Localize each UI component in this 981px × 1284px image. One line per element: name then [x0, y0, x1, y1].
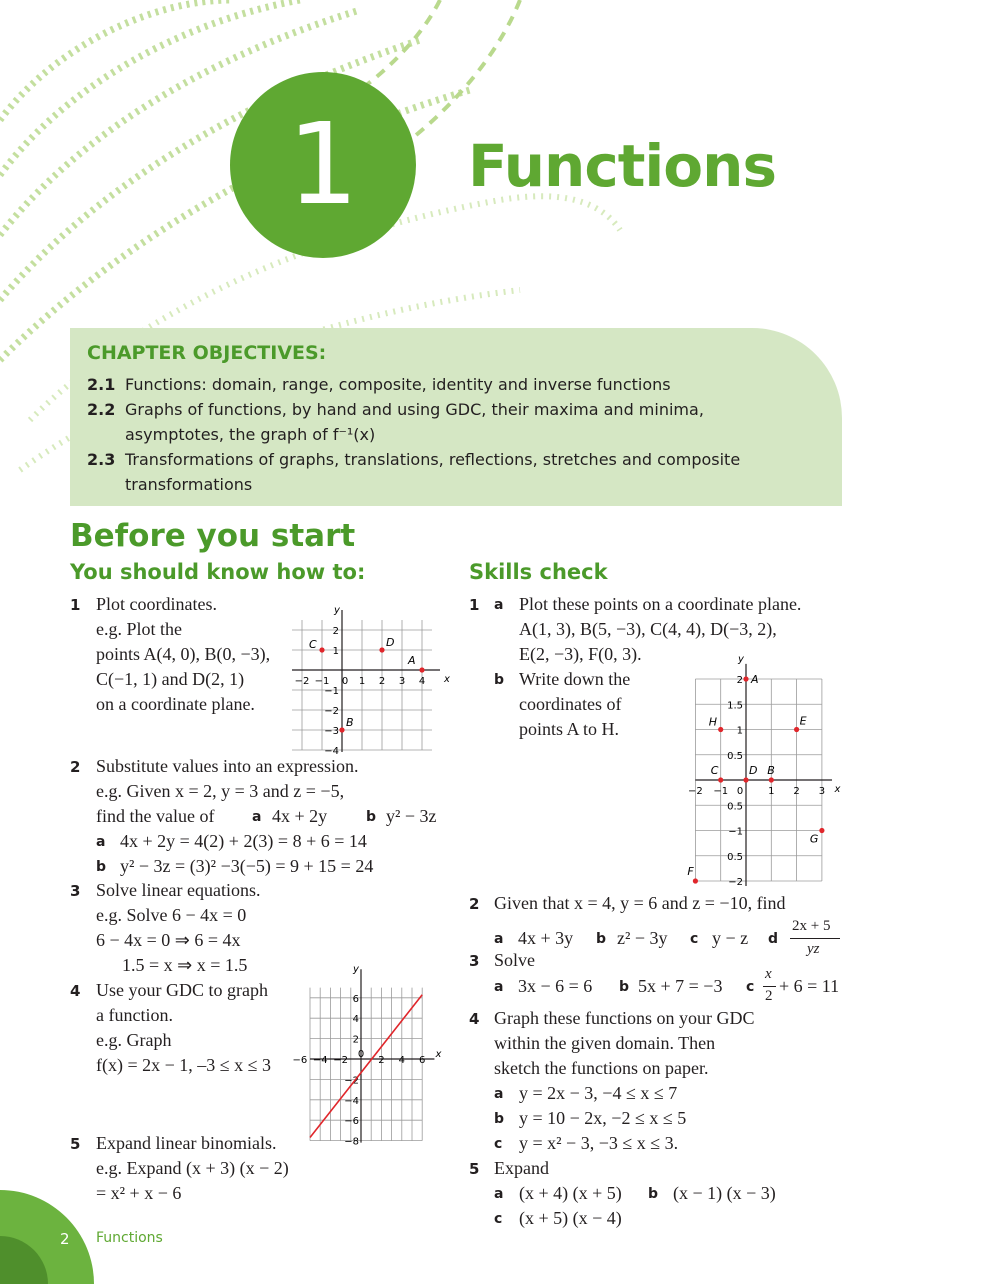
- objective-number: 2.2: [87, 400, 116, 419]
- point-label: C: [710, 764, 719, 777]
- function-line: [310, 995, 422, 1138]
- part-label: a: [494, 979, 504, 995]
- x-tick-label: 2: [378, 1055, 385, 1066]
- x-tick-label: 2: [378, 676, 386, 687]
- point-label: H: [708, 715, 717, 729]
- part-expression: z² − 3y: [617, 928, 668, 948]
- x-tick-label: −2: [294, 676, 310, 687]
- fraction-numerator: x: [765, 966, 772, 982]
- question-text: e.g. Expand (x + 3) (x − 2): [96, 1158, 289, 1178]
- question-text: on a coordinate plane.: [96, 694, 255, 714]
- x-tick-label: −2: [333, 1055, 348, 1066]
- question-text: f(x) = 2x − 1, –3 ≤ x ≤ 3: [96, 1055, 272, 1075]
- fraction-bar: [763, 986, 776, 987]
- question-text: e.g. Graph: [96, 1030, 172, 1050]
- worked-answer: 4x + 2y = 4(2) + 2(3) = 8 + 6 = 14: [120, 831, 367, 851]
- x-tick-label: −4: [312, 1055, 328, 1066]
- y-tick-label: 1: [736, 725, 743, 737]
- question-text: Use your GDC to graph: [96, 980, 268, 1000]
- part-label: c: [494, 1136, 503, 1152]
- chapter-objectives-panel: [70, 328, 842, 506]
- plotted-point-d: [743, 777, 748, 782]
- part-label: b: [596, 931, 607, 947]
- part-expression: 4x + 3y: [518, 928, 574, 948]
- question-text: E(2, −3), F(0, 3).: [519, 644, 642, 664]
- y-tick-label: 0.5: [727, 750, 743, 762]
- footer-chapter-label: Functions: [96, 1230, 163, 1246]
- y-tick-label: 1: [332, 646, 339, 657]
- x-tick-label: 2: [793, 786, 800, 797]
- question-text: e.g. Solve 6 − 4x = 0: [96, 905, 247, 925]
- x-tick-label: 0: [736, 786, 744, 797]
- question-text: Expand linear binomials.: [96, 1133, 277, 1153]
- question-text: Plot these points on a coordinate plane.: [519, 594, 802, 614]
- question-text: Write down the: [519, 669, 631, 689]
- x-tick-label: 1: [358, 676, 366, 687]
- point-label: E: [799, 714, 807, 728]
- page-corner-decoration: [0, 1184, 100, 1284]
- y-tick-label: 0.5: [727, 851, 743, 863]
- worked-answer: y² − 3z = (3)² −3(−5) = 9 + 15 = 24: [120, 856, 374, 876]
- point-label: D: [386, 636, 395, 649]
- part-label: b: [648, 1186, 659, 1202]
- y-tick-label: −2: [344, 1075, 359, 1087]
- before-you-start-heading: Before you start: [70, 518, 356, 554]
- question-number: 5: [70, 1135, 81, 1153]
- x-tick-label: −2: [688, 786, 703, 797]
- question-number: 2: [70, 758, 81, 776]
- plotted-point-d: [379, 647, 384, 652]
- x-axis-label: x: [435, 1049, 442, 1060]
- question-text: Solve: [494, 950, 536, 970]
- y-tick-label: 4: [352, 1014, 359, 1026]
- x-tick-label: −1: [713, 786, 729, 797]
- part-label: a: [494, 1186, 504, 1202]
- you-should-know-heading: You should know how to:: [70, 560, 366, 584]
- part-expression: (x − 1) (x − 3): [673, 1183, 776, 1203]
- plotted-point-a: [419, 667, 424, 672]
- x-axis-label: x: [444, 674, 450, 685]
- x-tick-label: 3: [818, 786, 826, 797]
- plotted-point-b: [769, 777, 774, 782]
- question-text: A(1, 3), B(5, −3), C(4, 4), D(−3, 2),: [519, 619, 777, 639]
- plotted-point-b: [339, 727, 344, 732]
- part-expression: 5x + 7 = −3: [638, 976, 723, 996]
- part-label: a: [494, 597, 504, 613]
- y-tick-label: −2: [728, 877, 743, 888]
- point-label: B: [346, 716, 354, 729]
- objective-number: 2.3: [87, 450, 116, 469]
- part-label: b: [366, 809, 377, 825]
- point-label: A: [751, 673, 759, 686]
- part-label: a: [494, 1086, 504, 1102]
- y-tick-label: −4: [324, 746, 339, 757]
- question-text: e.g. Given x = 2, y = 3 and z = −5,: [96, 781, 345, 801]
- y-tick-label: 2: [332, 626, 339, 637]
- question-text: Substitute values into an expression.: [96, 756, 359, 776]
- question-number: 1: [469, 596, 480, 614]
- plotted-point-c: [718, 777, 723, 782]
- x-tick-label: −1: [314, 676, 330, 687]
- question-text: Graph these functions on your GDC: [494, 1008, 755, 1028]
- part-label: a: [96, 834, 106, 850]
- objective-text: asymptotes, the graph of f⁻¹(x): [125, 425, 376, 444]
- point-label: B: [767, 764, 775, 777]
- part-label: a: [494, 931, 504, 947]
- question-number: 2: [469, 895, 480, 913]
- question-text: coordinates of: [519, 694, 622, 714]
- question-text: find the value of: [96, 806, 215, 826]
- part-expression: y = x² − 3, −3 ≤ x ≤ 3.: [519, 1133, 679, 1153]
- page-number: 2: [60, 1230, 70, 1248]
- part-expression: y = 2x − 3, −4 ≤ x ≤ 7: [519, 1083, 678, 1103]
- point-label: G: [809, 832, 819, 846]
- objectives-heading: CHAPTER OBJECTIVES:: [87, 342, 327, 364]
- part-label: b: [619, 979, 630, 995]
- x-tick-label: 4: [418, 676, 426, 687]
- y-tick-label: −8: [344, 1136, 359, 1148]
- y-tick-label: −3: [324, 726, 339, 737]
- x-tick-label: 0: [341, 676, 349, 687]
- fraction-denominator: yz: [807, 941, 820, 957]
- question-number: 3: [70, 882, 81, 900]
- y-tick-label: −2: [324, 706, 339, 717]
- part-expression: 4x + 2y: [272, 806, 328, 826]
- question-text: Plot coordinates.: [96, 594, 217, 614]
- question-text: points A(4, 0), B(0, −3),: [96, 644, 271, 664]
- plotted-point-e: [794, 727, 799, 732]
- objective-text: Graphs of functions, by hand and using GDC, their maxima and minima,: [125, 400, 704, 419]
- part-expression: 3x − 6 = 6: [518, 976, 593, 996]
- y-tick-label: 1.5: [727, 700, 743, 712]
- plotted-point-c: [319, 647, 324, 652]
- chapter-title: Functions: [468, 132, 776, 200]
- coordinate-graph-3: [684, 652, 844, 892]
- part-label: a: [252, 809, 262, 825]
- part-label: b: [494, 672, 505, 688]
- question-number: 1: [70, 596, 81, 614]
- question-number: 5: [469, 1160, 480, 1178]
- y-tick-label: 6: [352, 993, 359, 1005]
- y-tick-label: −1: [324, 686, 339, 697]
- x-tick-label: 3: [398, 676, 406, 687]
- question-text: Expand: [494, 1158, 549, 1178]
- point-label: F: [687, 865, 694, 878]
- coordinate-graph-1: [292, 603, 450, 757]
- part-label: c: [494, 1211, 503, 1227]
- y-axis-label: y: [738, 654, 744, 665]
- fraction-bar: [790, 938, 840, 939]
- question-text: sketch the functions on paper.: [494, 1058, 709, 1078]
- x-tick-label: 0: [357, 1049, 365, 1060]
- question-number: 4: [469, 1010, 480, 1028]
- y-axis-label: y: [353, 964, 359, 975]
- point-label: D: [749, 764, 758, 777]
- y-tick-label: 2: [736, 675, 743, 686]
- part-label: d: [768, 931, 779, 947]
- part-expression: y² − 3z: [386, 806, 437, 826]
- y-tick-label: −1: [728, 826, 743, 838]
- question-text: within the given domain. Then: [494, 1033, 716, 1053]
- skills-check-heading: Skills check: [469, 560, 608, 584]
- y-tick-label: −6: [344, 1116, 359, 1128]
- x-tick-label: 6: [419, 1055, 426, 1066]
- question-text: C(−1, 1) and D(2, 1): [96, 669, 245, 689]
- y-tick-label: 0.5: [727, 801, 743, 813]
- question-text: e.g. Plot the: [96, 619, 182, 639]
- question-text: a function.: [96, 1005, 173, 1025]
- point-label: C: [309, 638, 317, 651]
- fraction-numerator: 2x + 5: [792, 918, 831, 934]
- function-graph-2: [292, 964, 448, 1148]
- part-label: c: [690, 931, 699, 947]
- chapter-number-badge: 1: [230, 72, 416, 258]
- x-tick-label: −6: [292, 1055, 308, 1066]
- y-tick-label: −4: [344, 1095, 359, 1107]
- plotted-point-f: [693, 878, 698, 883]
- objective-text: Transformations of graphs, translations, reflections, stretches and composite: [125, 450, 741, 469]
- fraction-denominator: 2: [765, 988, 773, 1004]
- point-label: A: [408, 654, 416, 667]
- objective-number: 2.1: [87, 375, 116, 394]
- objective-text: transformations: [125, 475, 253, 494]
- x-axis-label: x: [834, 784, 841, 795]
- x-tick-label: 1: [768, 786, 775, 797]
- y-axis-label: y: [334, 605, 340, 616]
- part-expression: y − z: [712, 928, 749, 948]
- part-label: b: [96, 859, 107, 875]
- question-number: 3: [469, 952, 480, 970]
- plotted-point-h: [718, 727, 723, 732]
- question-text: points A to H.: [519, 719, 620, 739]
- question-text: Given that x = 4, y = 6 and z = −10, find: [494, 893, 786, 913]
- part-expression: y = 10 − 2x, −2 ≤ x ≤ 5: [519, 1108, 687, 1128]
- part-label: b: [494, 1111, 505, 1127]
- part-expression: (x + 5) (x − 4): [519, 1208, 622, 1228]
- part-expression: + 6 = 11: [779, 976, 840, 996]
- part-expression: (x + 4) (x + 5): [519, 1183, 622, 1203]
- objective-text: Functions: domain, range, composite, identity and inverse functions: [125, 375, 671, 394]
- plotted-point-g: [819, 828, 824, 833]
- y-tick-label: 2: [352, 1034, 359, 1046]
- part-label: c: [746, 979, 755, 995]
- question-text: 6 − 4x = 0 ⇒ 6 = 4x: [96, 930, 241, 950]
- x-tick-label: 4: [398, 1055, 405, 1066]
- question-text: = x² + x − 6: [96, 1183, 182, 1203]
- question-text: Solve linear equations.: [96, 880, 261, 900]
- plotted-point-a: [743, 676, 748, 681]
- question-text: 1.5 = x ⇒ x = 1.5: [122, 955, 248, 975]
- question-number: 4: [70, 982, 81, 1000]
